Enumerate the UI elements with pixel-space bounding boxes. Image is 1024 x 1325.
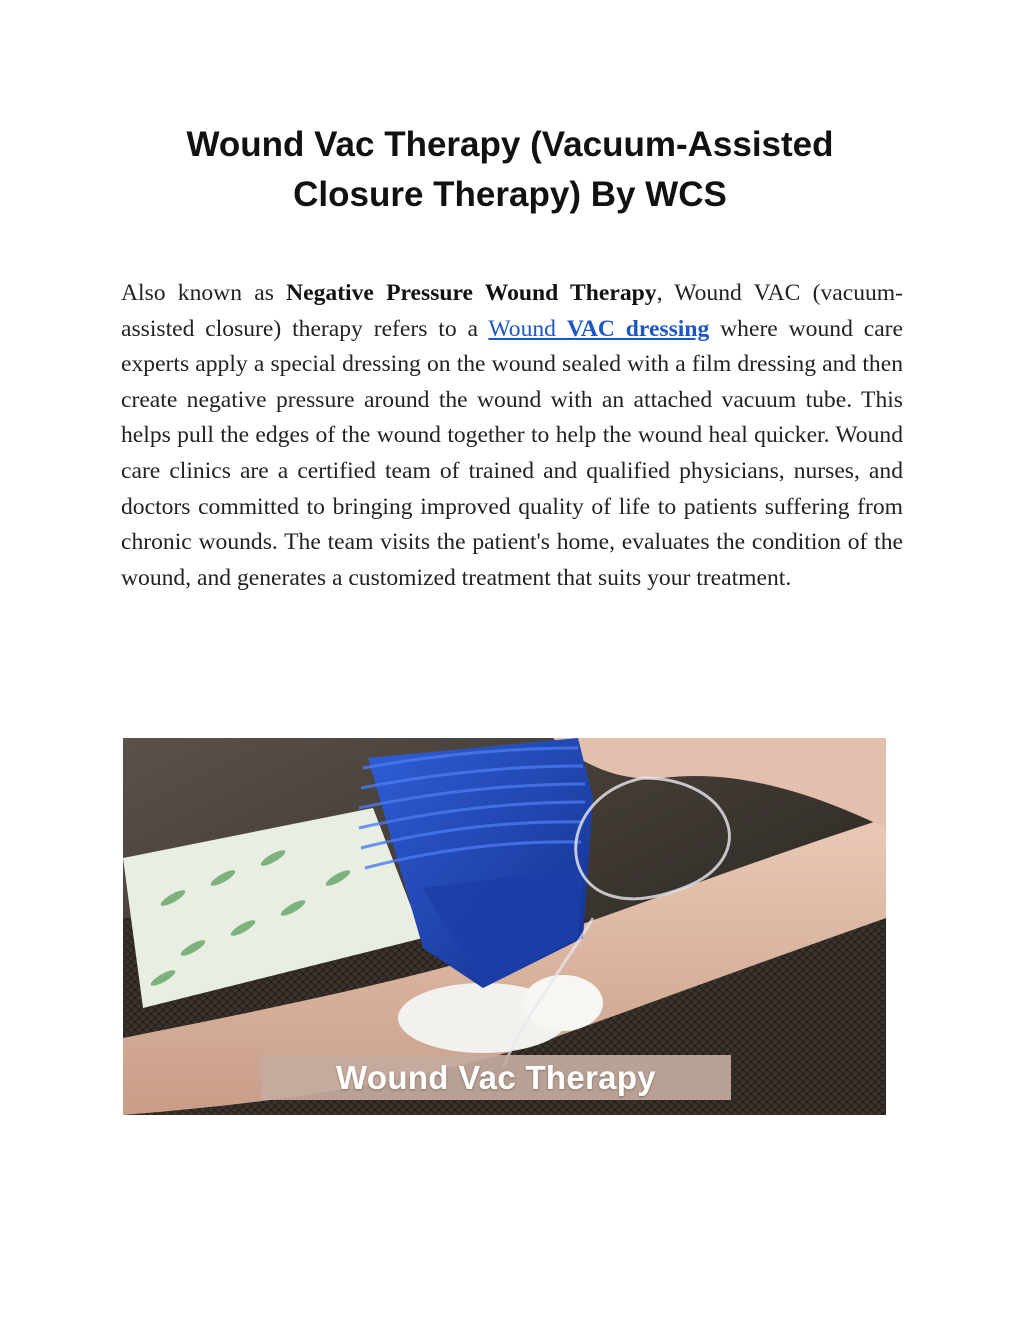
body-paragraph <box>121 276 903 596</box>
link-word: Wound <box>488 315 556 342</box>
photo-caption: Wound Vac Therapy <box>261 1055 731 1100</box>
title-line-2: Closure Therapy) By WCS <box>293 175 727 214</box>
bold-term: Negative Pressure Wound Therapy <box>286 280 657 306</box>
link-bold: VAC dressing <box>566 315 710 342</box>
wound-vac-photo <box>123 738 886 1115</box>
wound-vac-dressing-link[interactable] <box>488 316 709 342</box>
paragraph-after-bold: , Wound VAC (vacuum-assisted closure) therapy refers to a <box>121 280 903 342</box>
page-title <box>100 120 920 220</box>
title-line-1: Wound Vac Therapy (Vacuum-Assisted <box>186 125 834 164</box>
paragraph-rest: where wound care experts apply a special dressing on the wound sealed with a film dressing and then create negative pressure around the wound with an attached vacuum tube. This helps pull the edges of the wound together to help the wound heal quicker. Wound care clinics are a certified team of trained and qualified physicians, nurses, and doctors committed to bringing improved quality of life to patients suffering from chronic wounds. The team visits the patient's home, evaluates the condition of the wound, and generates a customized treatment that suits your treatment. <box>121 315 904 591</box>
paragraph-intro: Also known as <box>121 280 287 306</box>
